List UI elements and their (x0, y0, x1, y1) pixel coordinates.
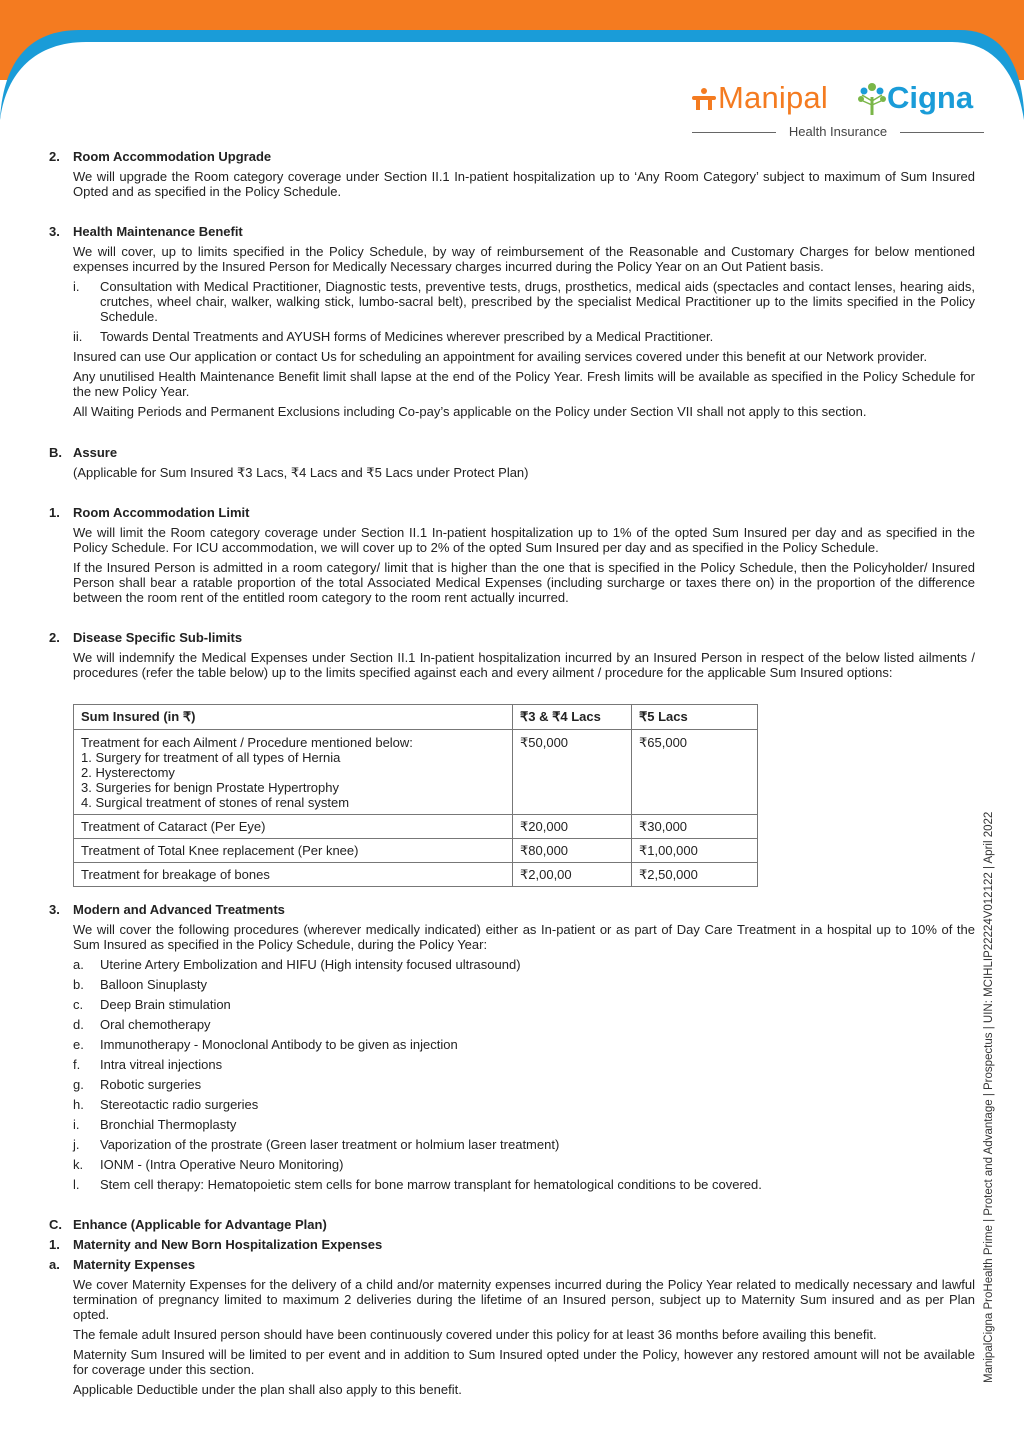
table-cell: Treatment of Cataract (Per Eye) (74, 815, 513, 839)
paragraph: We will upgrade the Room category coverage under Section II.1 In-patient hospitalization up to ‘Any Room Category’ subject to maximum of Sum Insured Opted and as specified in the Policy Schedule. (73, 169, 975, 199)
table-cell-line: 2. Hysterectomy (81, 765, 175, 780)
list-item: Uterine Artery Embolization and HIFU (High intensity focused ultrasound) (100, 957, 521, 972)
section-heading: Enhance (Applicable for Advantage Plan) (73, 1217, 327, 1232)
list-item: Deep Brain stimulation (100, 997, 231, 1012)
list-item: Oral chemotherapy (100, 1017, 211, 1032)
paragraph: The female adult Insured person should have been continuously covered under this policy for at least 36 months before availing this benefit. (73, 1327, 877, 1342)
section-heading: Room Accommodation Upgrade (73, 149, 272, 164)
section-number: 1. (49, 1237, 60, 1252)
list-marker: i. (73, 1117, 80, 1132)
section-heading: Disease Specific Sub-limits (73, 630, 243, 645)
list-item: Immunotherapy - Monoclonal Antibody to be given as injection (100, 1037, 458, 1052)
table-row (74, 839, 758, 863)
list-marker: a. (73, 957, 84, 972)
table-cell-line: Treatment for each Ailment / Procedure mentioned below: (81, 735, 413, 750)
manipal-symbol-icon (690, 87, 718, 111)
section-number: 3. (49, 902, 60, 917)
company-logo (692, 78, 992, 140)
section-heading: Maternity Expenses (73, 1257, 196, 1272)
paragraph: All Waiting Periods and Permanent Exclusions including Co-pay’s applicable on the Policy under Section VII shall not apply to this section. (73, 404, 867, 419)
list-item: IONM - (Intra Operative Neuro Monitoring) (100, 1157, 344, 1172)
logo-manipal-text: Manipal (718, 80, 828, 115)
sidebar-document-id: ManipalCigna ProHealth Prime | Protect and Advantage | Prospectus | UIN: MCIHLIP22224V012122 | April 2022 (983, 811, 995, 1383)
section-letter: C. (49, 1217, 62, 1232)
paragraph: We will limit the Room category coverage under Section II.1 In-patient hospitalization up to 1% of the opted Sum Insured per day and as specified in the Policy Schedule. For ICU accommodation, we will cover up to 2% of the opted Sum Insured per day and as specified in the Policy Schedule. (73, 525, 975, 555)
section-letter: a. (49, 1257, 60, 1272)
paragraph: We will cover, up to limits specified in the Policy Schedule, by way of reimbursement of the Reasonable and Customary Charges for below mentioned expenses incurred by the Insured Person for Medically Necessary charges incurred during the Policy Year on an Out Patient basis. (73, 244, 975, 274)
paragraph: Insured can use Our application or contact Us for scheduling an appointment for availing services covered under this benefit at our Network provider. (73, 349, 928, 364)
section-number: 1. (49, 505, 60, 520)
list-marker: h. (73, 1097, 84, 1112)
table-cell-line: 1. Surgery for treatment of all types of Hernia (81, 750, 341, 765)
section-number: 2. (49, 630, 60, 645)
table-cell: ₹2,50,000 (632, 863, 758, 887)
list-item: Intra vitreal injections (100, 1057, 223, 1072)
list-marker: c. (73, 997, 84, 1012)
section-number: 3. (49, 224, 60, 239)
list-marker: i. (73, 279, 80, 294)
list-item: Towards Dental Treatments and AYUSH forms of Medicines wherever prescribed by a Medical Practitioner. (100, 329, 714, 344)
list-item: Bronchial Thermoplasty (100, 1117, 237, 1132)
table-cell: ₹50,000 (513, 730, 632, 815)
list-item: Consultation with Medical Practitioner, Diagnostic tests, preventive tests, drugs, prosthetics, medical aids (spectacles and contact lenses, hearing aids, crutches, wheel chair, walker, walking stick, lumbo-sacral belt), prescribed by the specialist Medical Practitioner up to the limits specified in the Policy Schedule. (100, 279, 975, 324)
list-marker: ii. (73, 329, 83, 344)
paragraph: We cover Maternity Expenses for the delivery of a child and/or maternity expenses incurred during the Policy Year related to medically necessary and lawful termination of pregnancy limited to maximum 2 deliveries during the lifetime of an Insured person, subject up to Maternity Sum insured and as per Plan opted. (73, 1277, 975, 1322)
paragraph: Any unutilised Health Maintenance Benefit limit shall lapse at the end of the Policy Year. Fresh limits will be available as specified in the Policy Schedule for the new Policy Year. (73, 369, 975, 399)
section-heading: Maternity and New Born Hospitalization Expenses (73, 1237, 383, 1252)
table-cell: ₹2,00,00 (513, 863, 632, 887)
section-heading: Health Maintenance Benefit (73, 224, 243, 239)
list-marker: j. (73, 1137, 80, 1152)
table-cell-line: 4. Surgical treatment of stones of renal system (81, 795, 350, 810)
section-subtitle: (Applicable for Sum Insured ₹3 Lacs, ₹4 Lacs and ₹5 Lacs under Protect Plan) (73, 465, 529, 480)
table-row (74, 730, 758, 815)
list-marker: g. (73, 1077, 84, 1092)
list-marker: l. (73, 1177, 80, 1192)
table-cell: ₹1,00,000 (632, 839, 758, 863)
table-cell: Treatment of Total Knee replacement (Per knee) (74, 839, 513, 863)
list-item: Robotic surgeries (100, 1077, 202, 1092)
table-header-cell: ₹5 Lacs (632, 705, 758, 730)
table-header-row (74, 705, 758, 730)
list-marker: d. (73, 1017, 84, 1032)
table-row (74, 815, 758, 839)
table-header-cell: Sum Insured (in ₹) (74, 705, 513, 730)
paragraph: We will indemnify the Medical Expenses under Section II.1 In-patient hospitalization incurred by an Insured Person in respect of the below listed ailments / procedures (refer the table below) up to the limits specified against each and every ailment / procedure for the applicable Sum Insured options: (73, 650, 975, 680)
section-heading: Modern and Advanced Treatments (73, 902, 285, 917)
sub-limits-table (73, 704, 758, 887)
list-item: Balloon Sinuplasty (100, 977, 207, 992)
table-cell: ₹80,000 (513, 839, 632, 863)
table-cell-line: 3. Surgeries for benign Prostate Hypertrophy (81, 780, 339, 795)
section-heading: Room Accommodation Limit (73, 505, 250, 520)
table-cell: ₹65,000 (632, 730, 758, 815)
paragraph: Applicable Deductible under the plan shall also apply to this benefit. (73, 1382, 462, 1397)
table-row (74, 863, 758, 887)
table-cell: ₹30,000 (632, 815, 758, 839)
list-marker: e. (73, 1037, 84, 1052)
table-header-cell: ₹3 & ₹4 Lacs (513, 705, 632, 730)
list-marker: f. (73, 1057, 81, 1072)
list-item: Vaporization of the prostrate (Green laser treatment or holmium laser treatment) (100, 1137, 560, 1152)
tree-logo-icon (857, 81, 887, 117)
list-marker: b. (73, 977, 84, 992)
list-item: Stereotactic radio surgeries (100, 1097, 259, 1112)
section-letter: B. (49, 445, 62, 460)
table-cell (74, 730, 513, 815)
section-heading: Assure (73, 445, 118, 460)
table-cell: ₹20,000 (513, 815, 632, 839)
logo-cigna-text: Cigna (887, 80, 974, 115)
paragraph: Maternity Sum Insured will be limited to per event and in addition to Sum Insured opted under the Policy, however any restored amount will not be available for coverage under this section. (73, 1347, 975, 1377)
table-cell: Treatment for breakage of bones (74, 863, 513, 887)
list-item: Stem cell therapy: Hematopoietic stem cells for bone marrow transplant for hematological conditions to be covered. (100, 1177, 762, 1192)
paragraph: We will cover the following procedures (wherever medically indicated) either as In-patient or as part of Day Care Treatment in a hospital up to 10% of the Sum Insured as specified in the Policy Schedule, during the Policy Year: (73, 922, 975, 952)
list-marker: k. (73, 1157, 84, 1172)
section-number: 2. (49, 149, 60, 164)
logo-tagline: Health Insurance (692, 125, 984, 139)
paragraph: If the Insured Person is admitted in a room category/ limit that is higher than the one that is specified in the Policy Schedule, then the Policyholder/ Insured Person shall bear a ratable proportion of the total Associated Medical Expenses (including surcharge or taxes there on) in the proportion of the difference between the room rent of the entitled room category to the room rent actually incurred. (73, 560, 975, 605)
